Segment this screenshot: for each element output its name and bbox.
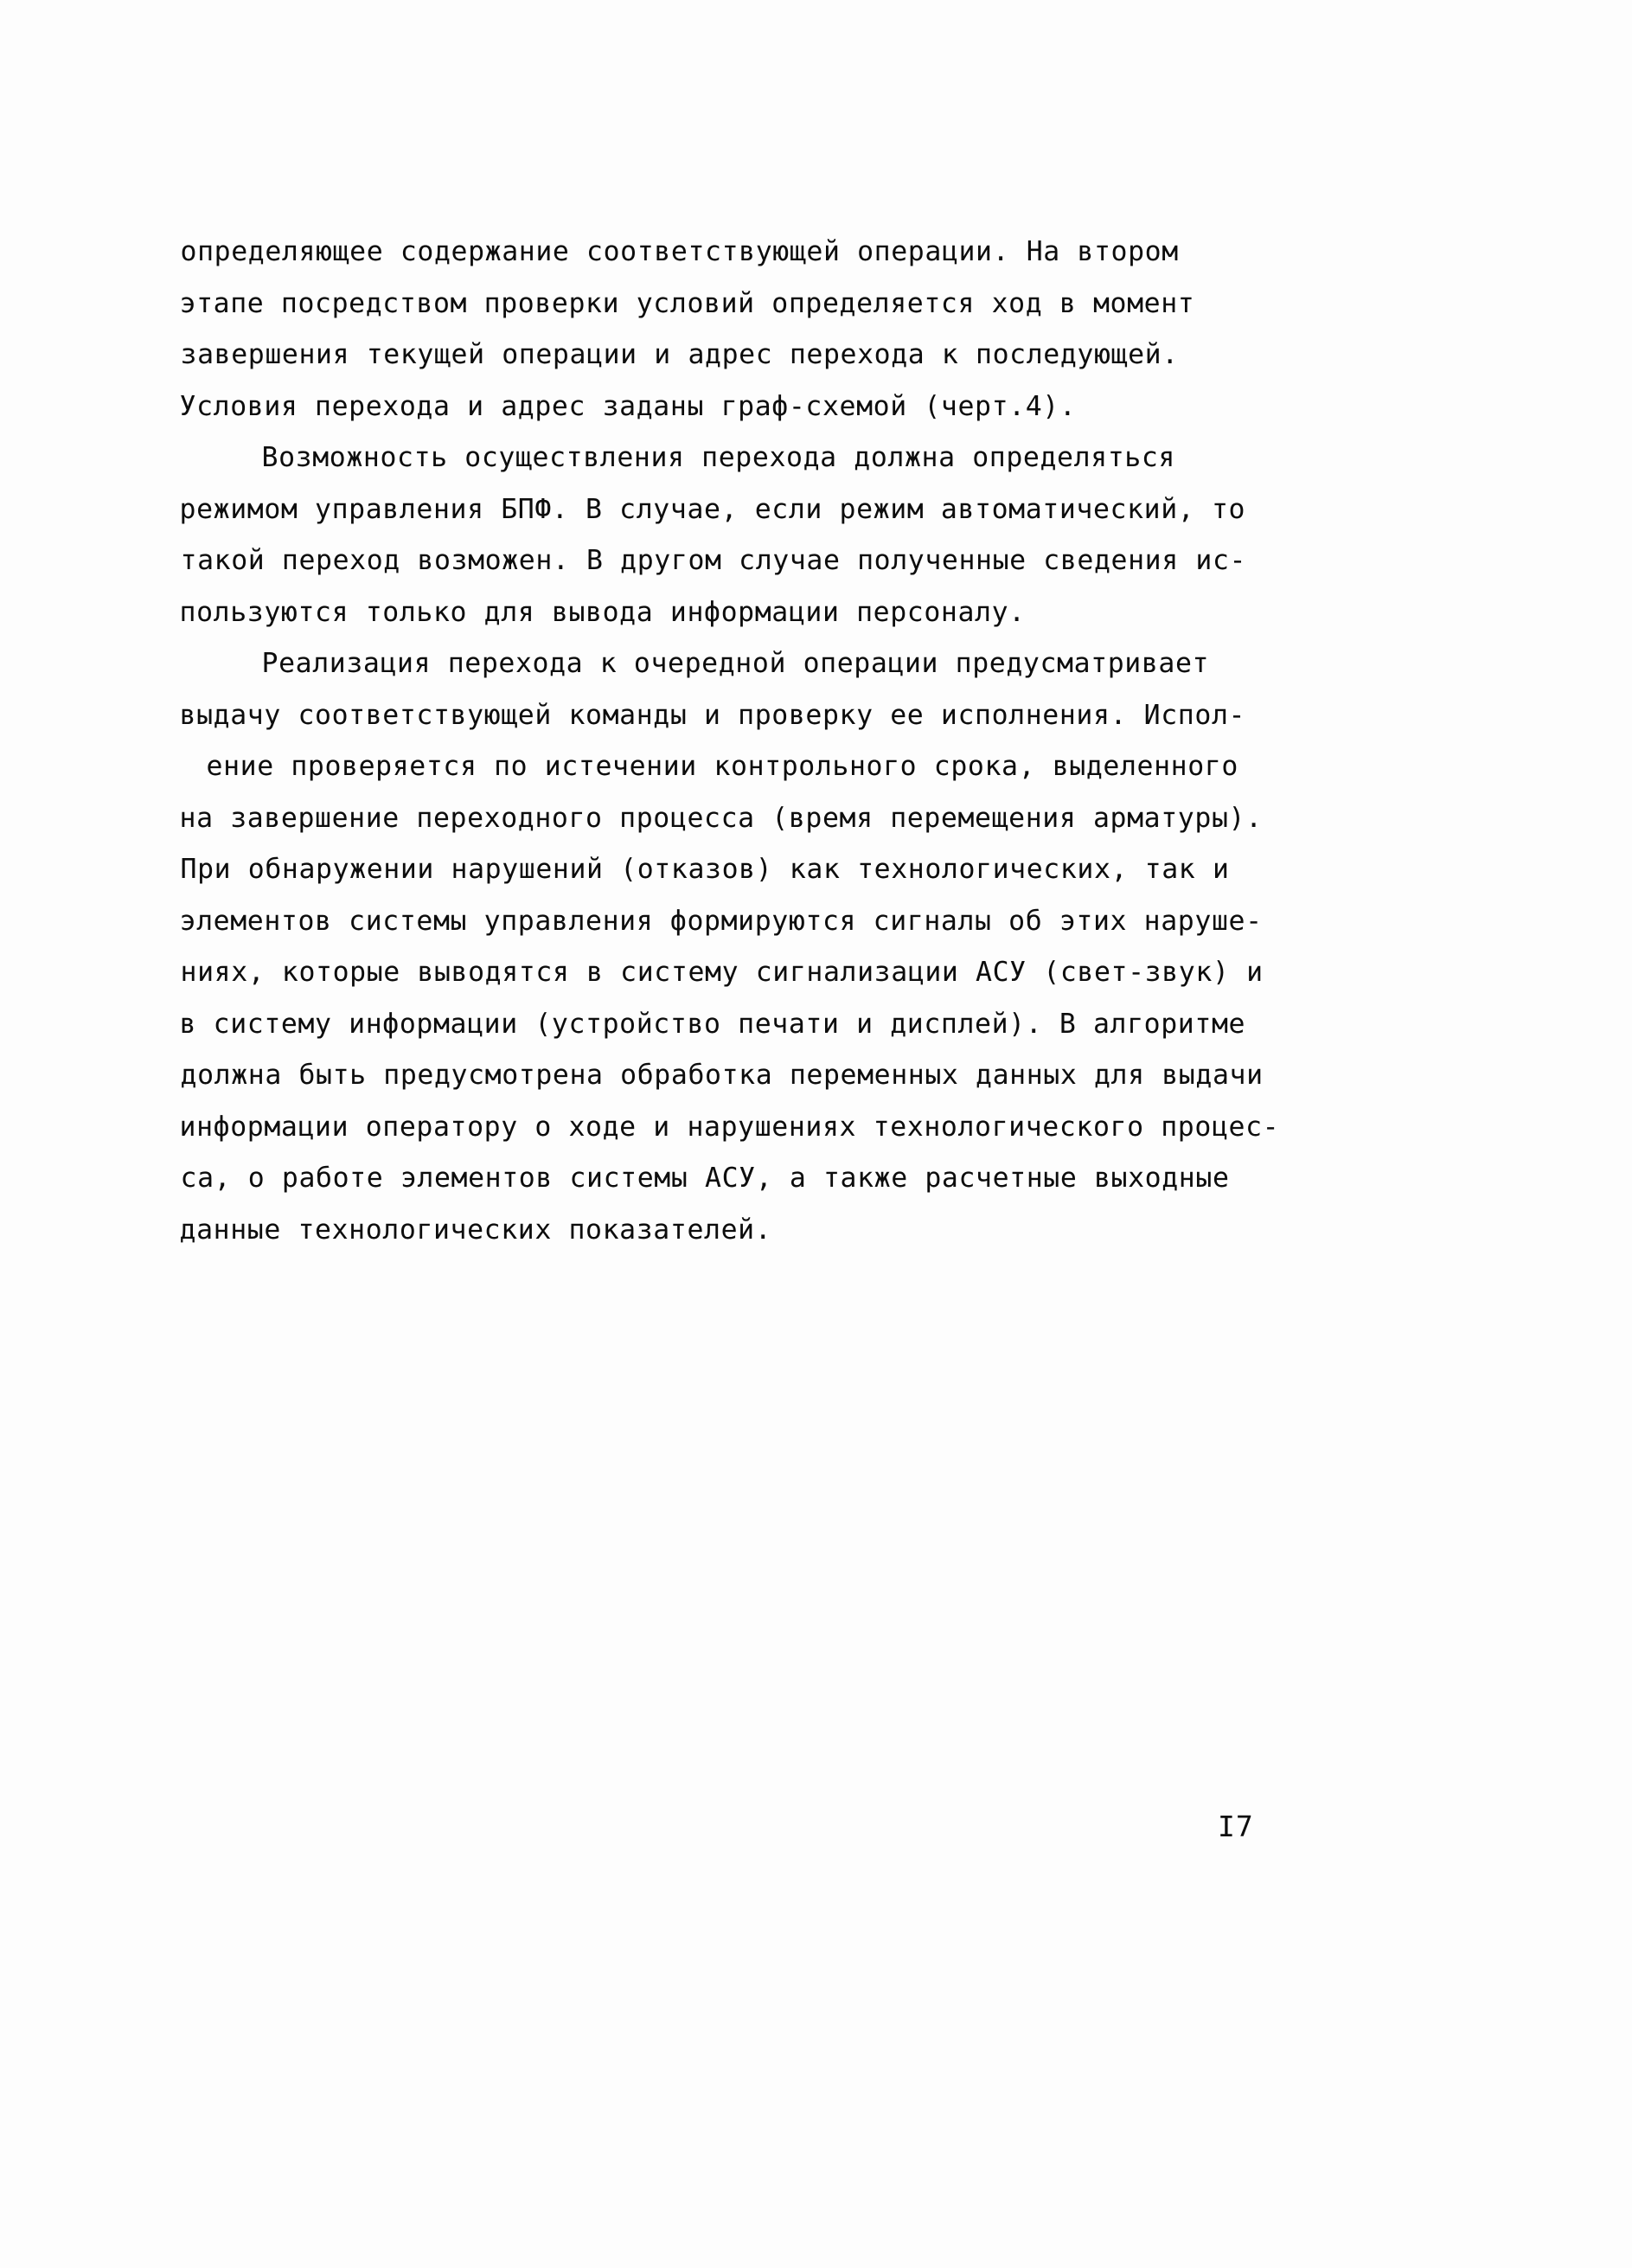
text-line: ение проверяется по истечении контрольного срока, выделенного	[206, 751, 1238, 782]
text-line: элементов системы управления формируются сигналы об этих наруше-	[179, 905, 1263, 937]
text-line: на завершение переходного процесса (время перемещения арматуры).	[179, 802, 1263, 834]
page-number: I7	[1218, 1810, 1254, 1843]
text-line: Условия перехода и адрес заданы граф-схемой (черт.4).	[179, 390, 1077, 422]
text-line: са, о работе элементов системы АСУ, а также расчетные выходные	[180, 1163, 1230, 1194]
text-line: Реализация перехода к очередной операции предусматривает	[261, 648, 1210, 679]
text-line: данные технологических показателей.	[179, 1214, 772, 1246]
text-line: в систему информации (устройство печати и дисплей). В алгоритме	[179, 1008, 1246, 1040]
body-text-block	[180, 227, 1304, 1256]
text-line: такой переход возможен. В другом случае полученные сведения ис-	[180, 545, 1247, 576]
text-line: этапе посредством проверки условий определяется ход в момент	[179, 287, 1195, 319]
text-line: режимом управления БПФ. В случае, если режим автоматический, то	[179, 493, 1246, 525]
text-line: информации оператору о ходе и нарушениях технологического процес-	[179, 1111, 1280, 1143]
text-line: определяющее содержание соответствующей операции. На втором	[180, 236, 1179, 267]
text-line: пользуются только для вывода информации персоналу.	[179, 596, 1026, 628]
text-line: выдачу соответствующей команды и проверку ее исполнения. Испол-	[179, 699, 1246, 731]
text-line: завершения текущей операции и адрес перехода к последующей.	[180, 339, 1179, 370]
text-line: Возможность осуществления перехода должна определяться	[261, 442, 1175, 473]
text-line: должна быть предусмотрена обработка переменных данных для выдачи	[180, 1060, 1264, 1091]
text-line: При обнаружении нарушений (отказов) как технологических, так и	[180, 854, 1230, 885]
text-line: ниях, которые выводятся в систему сигнализации АСУ (свет-звук) и	[180, 957, 1264, 988]
